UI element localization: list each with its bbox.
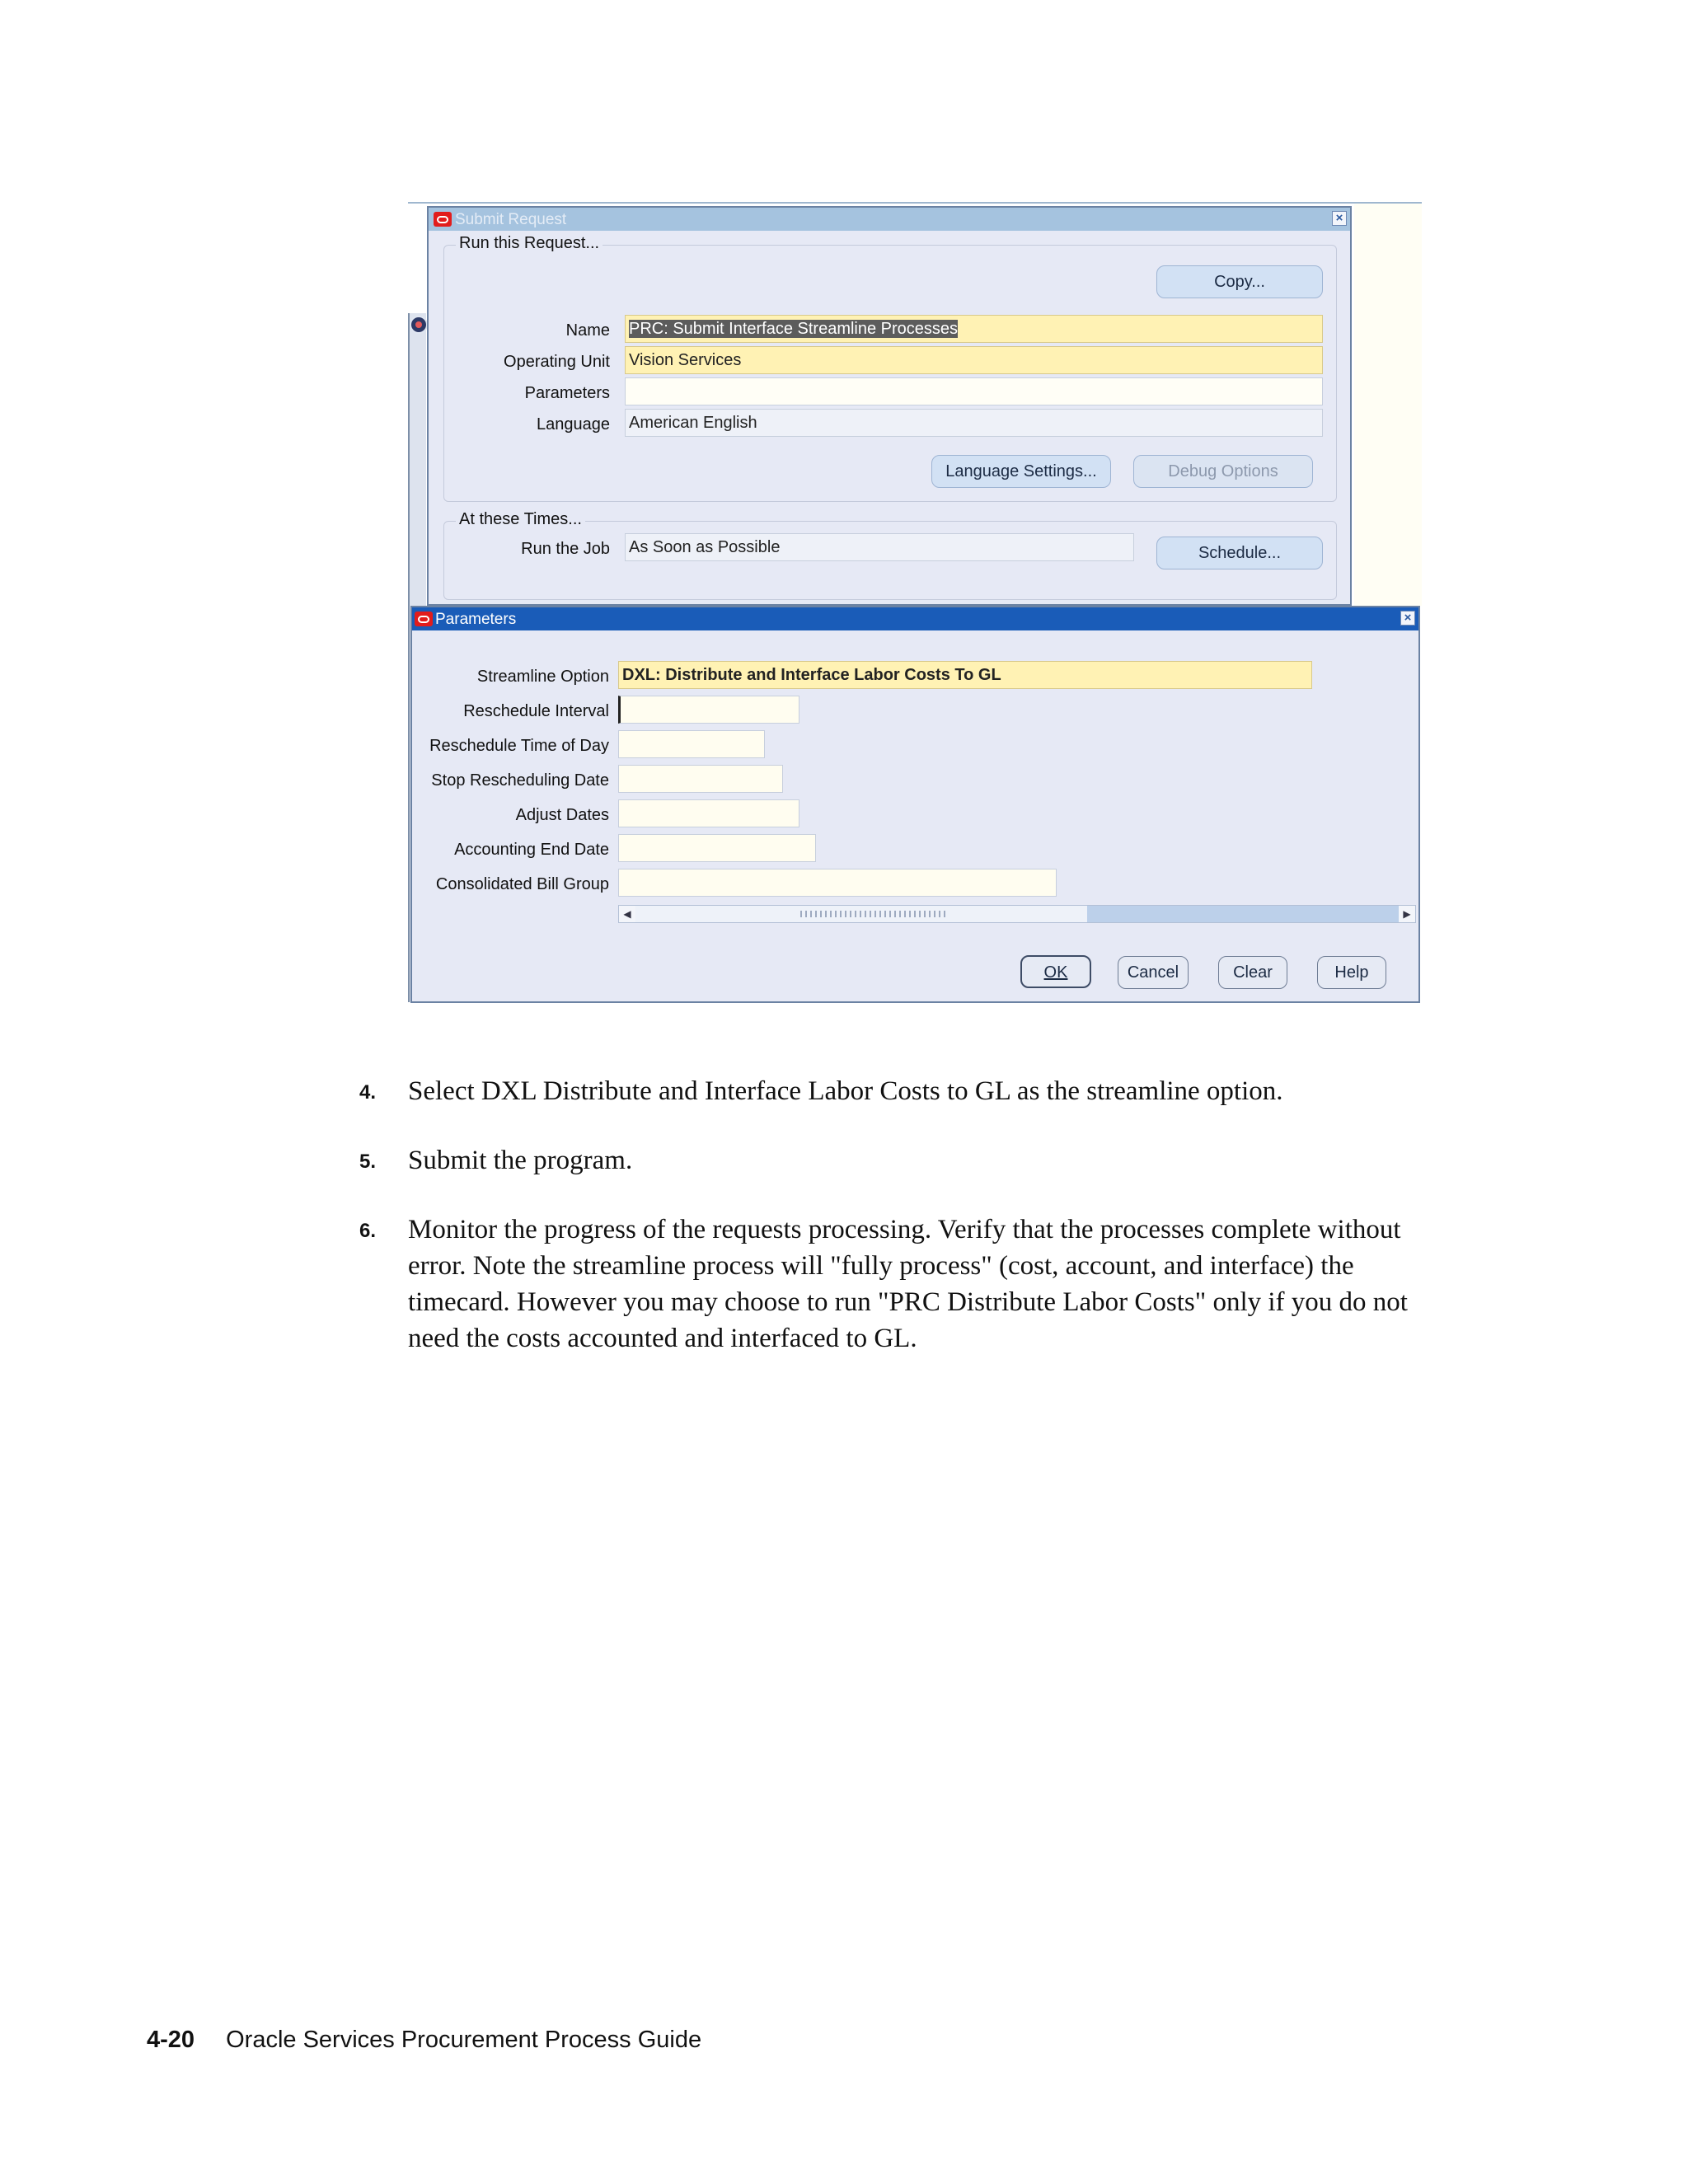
run-request-group-title: Run this Request... — [456, 234, 603, 253]
oracle-logo-icon — [415, 612, 433, 626]
consolidated-bill-group-field[interactable] — [618, 869, 1057, 897]
clear-button[interactable]: Clear — [1218, 956, 1287, 989]
streamline-option-field[interactable]: DXL: Distribute and Interface Labor Costs To GL — [618, 661, 1312, 689]
reschedule-time-field[interactable] — [618, 730, 765, 758]
adjust-dates-field[interactable] — [618, 799, 799, 827]
times-group-title: At these Times... — [456, 510, 585, 529]
scroll-right-icon[interactable]: ▶ — [1399, 906, 1415, 922]
adjust-dates-label: Adjust Dates — [515, 806, 609, 824]
consolidated-bill-group-label: Consolidated Bill Group — [435, 875, 609, 893]
parameters-field[interactable] — [625, 377, 1323, 405]
submit-request-title: Submit Request — [455, 211, 567, 228]
schedule-button[interactable]: Schedule... — [1156, 537, 1323, 569]
parameters-titlebar — [412, 607, 1418, 630]
parameters-label: Parameters — [524, 384, 610, 402]
reschedule-time-label: Reschedule Time of Day — [429, 737, 609, 755]
grip-icon — [800, 911, 949, 917]
parameters-window — [410, 606, 1420, 1003]
ok-button[interactable]: OK — [1020, 955, 1091, 988]
close-icon[interactable]: × — [1332, 211, 1347, 226]
screenshot — [408, 202, 1422, 1004]
step-text: Monitor the progress of the requests processing. Verify that the processes complete without error. Note the streamline process will "fully process" (cost, account, and interface) the timecard. However you may choose to run "PRC Distribute Labor Costs" only if you do not need the costs accounted and interfaced to GL. — [408, 1215, 1408, 1353]
cancel-button[interactable]: Cancel — [1118, 956, 1189, 989]
operating-unit-label: Operating Unit — [504, 353, 610, 371]
horizontal-scrollbar[interactable] — [618, 905, 1416, 923]
help-button[interactable]: Help — [1317, 956, 1386, 989]
scrollbar-thumb[interactable] — [635, 906, 1088, 922]
operating-unit-field[interactable]: Vision Services — [625, 346, 1323, 374]
scroll-left-icon[interactable]: ◀ — [619, 906, 635, 922]
stop-rescheduling-date-label: Stop Rescheduling Date — [431, 771, 609, 790]
submit-request-titlebar — [429, 208, 1350, 231]
background-panel — [1354, 204, 1422, 606]
guide-title: Oracle Services Procurement Process Guide — [226, 2027, 702, 2053]
clock-icon — [410, 316, 428, 334]
scrollbar-track[interactable] — [1087, 906, 1399, 922]
parameters-title: Parameters — [435, 611, 517, 628]
step-number: 6. — [359, 1220, 377, 1242]
stop-rescheduling-date-field[interactable] — [618, 765, 783, 793]
streamline-option-label: Streamline Option — [476, 668, 609, 686]
name-field[interactable]: PRC: Submit Interface Streamline Processes — [625, 315, 1323, 343]
reschedule-interval-field[interactable] — [618, 696, 799, 724]
step-number: 5. — [359, 1151, 377, 1173]
accounting-end-date-field[interactable] — [618, 834, 816, 862]
divider — [408, 202, 1422, 204]
step-text: Submit the program. — [408, 1146, 633, 1175]
reschedule-interval-label: Reschedule Interval — [463, 702, 609, 720]
copy-button[interactable]: Copy... — [1156, 265, 1323, 298]
run-job-label: Run the Job — [521, 540, 610, 558]
oracle-logo-icon — [434, 212, 452, 227]
debug-options-button[interactable]: Debug Options — [1133, 455, 1313, 488]
accounting-end-date-label: Accounting End Date — [454, 841, 609, 859]
step-text: Select DXL Distribute and Interface Labor Costs to GL as the streamline option. — [408, 1076, 1283, 1106]
close-icon[interactable]: × — [1400, 611, 1415, 626]
language-label: Language — [537, 415, 610, 434]
name-label: Name — [565, 321, 610, 340]
language-settings-button[interactable]: Language Settings... — [931, 455, 1111, 488]
submit-request-window — [427, 206, 1352, 606]
page-number: 4-20 — [147, 2027, 195, 2053]
page-footer — [147, 2027, 701, 2054]
run-job-field[interactable]: As Soon as Possible — [625, 533, 1134, 561]
step-number: 4. — [359, 1081, 377, 1104]
language-field[interactable]: American English — [625, 409, 1323, 437]
